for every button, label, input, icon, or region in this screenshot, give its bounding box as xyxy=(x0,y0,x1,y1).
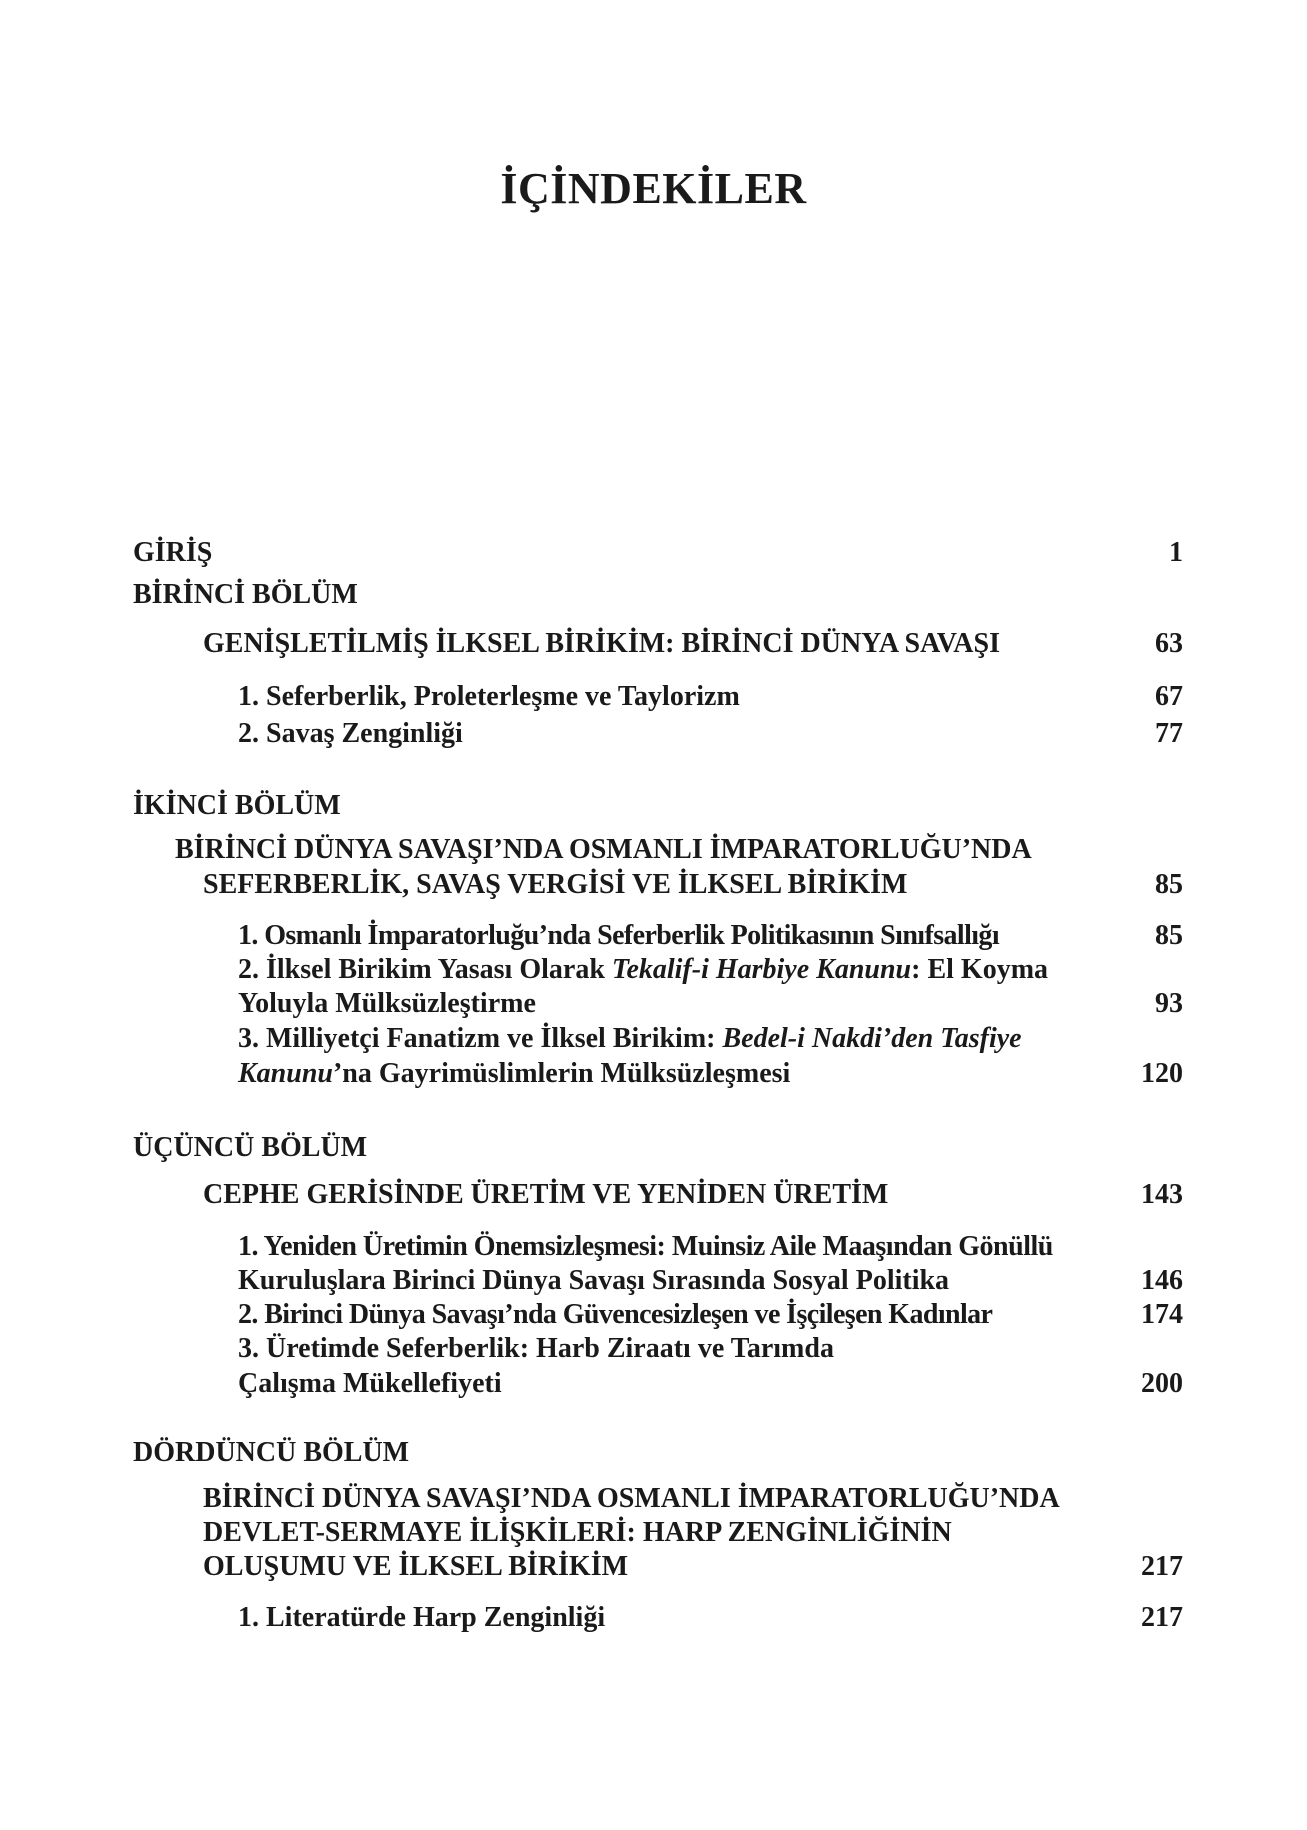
toc-page-number: 217 xyxy=(1141,1551,1183,1582)
chapter-label: BİRİNCİ BÖLÜM xyxy=(133,579,358,610)
toc-entry-ch4-s1[interactable] xyxy=(133,1600,1183,1636)
toc-entry-ch4-heading-line3[interactable] xyxy=(133,1549,1183,1585)
chapter-heading: BİRİNCİ DÜNYA SAVAŞI’NDA OSMANLI İMPARATORLUĞU’NDA xyxy=(175,834,1032,865)
law-title-italic: Bedel-i Nakdi’den Tasfiye xyxy=(722,1023,1022,1054)
toc-entry-ch1-heading[interactable] xyxy=(133,626,1183,662)
chapter-label: DÖRDÜNCÜ BÖLÜM xyxy=(133,1437,410,1468)
section-label: 3. Üretimde Seferberlik: Harb Ziraatı ve Tarımda xyxy=(238,1333,834,1364)
toc-page-number: 174 xyxy=(1141,1299,1183,1330)
toc-page-number: 217 xyxy=(1141,1602,1183,1633)
toc-entry-ch2-s1[interactable] xyxy=(133,918,1183,954)
chapter-label-4 xyxy=(133,1435,1183,1471)
toc-entry-ch4-heading-line1[interactable] xyxy=(133,1481,1183,1517)
section-label: Çalışma Mükellefiyeti xyxy=(238,1368,502,1399)
toc-page-number: 146 xyxy=(1141,1265,1183,1296)
section-text: 3. Milliyetçi Fanatizm ve İlksel Birikim: xyxy=(238,1023,723,1054)
toc-page-number: 85 xyxy=(1155,920,1183,951)
page-title: İÇİNDEKİLER xyxy=(500,164,807,213)
law-title-italic: Kanunu xyxy=(238,1058,333,1089)
toc-entry-ch2-heading-line1[interactable] xyxy=(133,832,1183,868)
toc-page-number: 77 xyxy=(1155,718,1183,749)
toc-page-number: 120 xyxy=(1141,1058,1183,1089)
section-label xyxy=(238,1021,1022,1057)
section-label xyxy=(238,952,1048,988)
toc-entry-ch2-s3-line1[interactable] xyxy=(133,1021,1183,1057)
toc-page-number: 67 xyxy=(1155,681,1183,712)
toc-entry-ch2-s2-line2[interactable] xyxy=(133,986,1183,1022)
section-text: 2. İlksel Birikim Yasası Olarak xyxy=(238,954,612,985)
section-label xyxy=(238,1056,790,1092)
toc-page-number: 63 xyxy=(1155,628,1183,659)
law-title-italic: Tekalif-i Harbiye Kanunu xyxy=(611,954,912,985)
chapter-heading: GENİŞLETİLMİŞ İLKSEL BİRİKİM: BİRİNCİ DÜNYA SAVAŞI xyxy=(203,628,1000,659)
toc-entry-ch2-s2-line1[interactable] xyxy=(133,952,1183,988)
chapter-heading: OLUŞUMU VE İLKSEL BİRİKİM xyxy=(203,1551,629,1582)
toc-entry-ch1-s2[interactable] xyxy=(133,716,1183,752)
section-label: 1. Osmanlı İmparatorluğu’nda Seferberlik Politikasının Sınıfsallığı xyxy=(238,920,1000,951)
toc-entry-ch3-s1-line2[interactable] xyxy=(133,1263,1183,1299)
toc-entry-ch1-s1[interactable] xyxy=(133,679,1183,715)
toc-page-number: 85 xyxy=(1155,869,1183,900)
section-label: 2. Birinci Dünya Savaşı’nda Güvencesizleşen ve İşçileşen Kadınlar xyxy=(238,1299,993,1330)
chapter-label: İKİNCİ BÖLÜM xyxy=(133,790,341,821)
toc-entry-giris[interactable] xyxy=(133,535,1183,571)
toc-page-number: 1 xyxy=(1169,537,1183,568)
toc-page-number: 200 xyxy=(1141,1368,1183,1399)
section-label: 1. Yeniden Üretimin Önemsizleşmesi: Muinsiz Aile Maaşından Gönüllü xyxy=(238,1231,1053,1262)
chapter-heading: CEPHE GERİSİNDE ÜRETİM VE YENİDEN ÜRETİM xyxy=(203,1179,889,1210)
toc-entry-label: GİRİŞ xyxy=(133,537,213,568)
chapter-heading: BİRİNCİ DÜNYA SAVAŞI’NDA OSMANLI İMPARATORLUĞU’NDA xyxy=(203,1483,1060,1514)
chapter-label-3 xyxy=(133,1130,1183,1166)
section-label: Yoluyla Mülksüzleştirme xyxy=(238,988,536,1019)
chapter-label-2 xyxy=(133,788,1183,824)
section-text: ’na Gayrimüslimlerin Mülksüzleşmesi xyxy=(332,1058,791,1089)
chapter-label: ÜÇÜNCÜ BÖLÜM xyxy=(133,1132,368,1163)
toc-entry-ch3-s1-line1[interactable] xyxy=(133,1229,1183,1265)
toc-entry-ch3-heading[interactable] xyxy=(133,1177,1183,1213)
table-of-contents xyxy=(133,0,1183,1830)
section-label: 1. Literatürde Harp Zenginliği xyxy=(238,1602,606,1633)
toc-entry-ch3-s3-line1[interactable] xyxy=(133,1331,1183,1367)
section-text: : El Koyma xyxy=(911,954,1049,985)
toc-entry-ch2-heading-line2[interactable] xyxy=(133,867,1183,903)
section-label: 1. Seferberlik, Proleterleşme ve Taylorizm xyxy=(238,681,740,712)
toc-entry-ch3-s2[interactable] xyxy=(133,1297,1183,1333)
toc-entry-ch2-s3-line2[interactable] xyxy=(133,1056,1183,1092)
chapter-label-1 xyxy=(133,577,1183,613)
chapter-heading: SEFERBERLİK, SAVAŞ VERGİSİ VE İLKSEL BİRİKİM xyxy=(203,869,908,900)
toc-entry-ch4-heading-line2[interactable] xyxy=(133,1515,1183,1551)
section-label: Kuruluşlara Birinci Dünya Savaşı Sırasında Sosyal Politika xyxy=(238,1265,950,1296)
toc-entry-ch3-s3-line2[interactable] xyxy=(133,1366,1183,1402)
section-label: 2. Savaş Zenginliği xyxy=(238,718,463,749)
toc-page-number: 93 xyxy=(1155,988,1183,1019)
toc-page-number: 143 xyxy=(1141,1179,1183,1210)
chapter-heading: DEVLET-SERMAYE İLİŞKİLERİ: HARP ZENGİNLİĞİNİN xyxy=(203,1517,952,1548)
